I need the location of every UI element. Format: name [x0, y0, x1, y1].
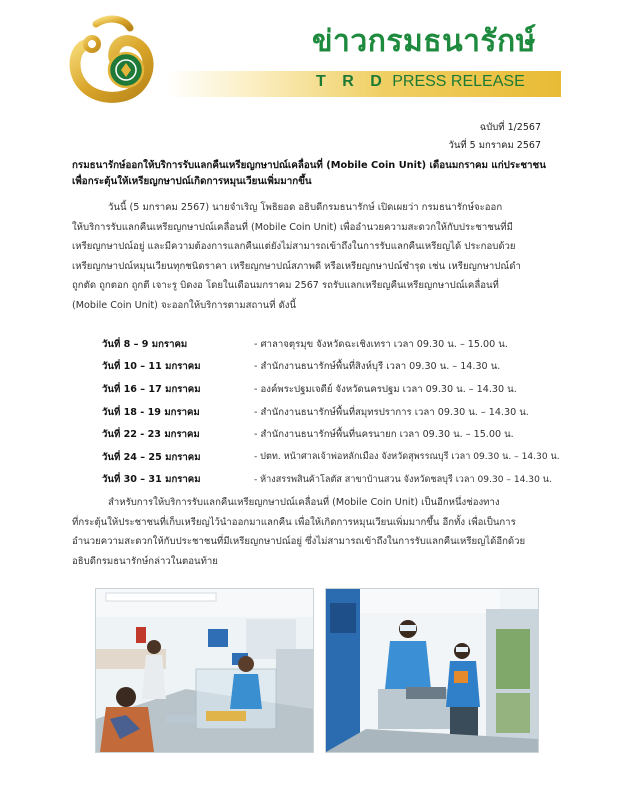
headline-line-1: กรมธนารักษ์ออกให้บริการรับแลกคืนเหรียญกษาปณ์เคลื่อนที่ (Mobile Coin Unit) เดือนมกราคม แก่ประชาชน [72, 160, 546, 171]
para2-line-1 [72, 493, 564, 513]
para1-line-5: ถูกตัด ถูกตอก ถูกตี เจาะรู บิดงอ โดยในเดือนมกราคม 2567 รถรับแลกเหรียญคืนเหรียญกษาปณ์เคลื่อนที่ [72, 280, 499, 292]
para2-line-1-text: สำหรับการให้บริการรับแลกคืนเหรียญกษาปณ์เคลื่อนที่ (Mobile Coin Unit) เป็นอีกหนึ่งช่องทาง [108, 497, 500, 508]
schedule-row [102, 356, 572, 379]
coin-exchange-customer-photo-icon [326, 589, 538, 752]
schedule-row [102, 423, 572, 446]
schedule-place: - ห้างสรรพสินค้าโลตัส สาขาบ้านสวน จังหวัดชลบุรี เวลา 09.30 – 14.30 น. [254, 474, 552, 485]
schedule-place: - สำนักงานธนารักษ์พื้นที่สิงห์บุรี เวลา 09.30 น. – 14.30 น. [254, 361, 501, 373]
schedule-place: - องค์พระปฐมเจดีย์ จังหวัดนครปฐม เวลา 09.30 น. – 14.30 น. [254, 383, 517, 395]
para1-line-4: เหรียญกษาปณ์หมุนเวียนทุกชนิดราคา เหรียญกษาปณ์สภาพดี หรือเหรียญกษาปณ์ชำรุด เช่น เหรียญกษาปณ์ดำ [72, 260, 521, 272]
trd-letters: T R D [316, 73, 388, 90]
logo-emblem-icon [68, 14, 164, 106]
para2-line-2: ที่กระตุ้นให้ประชาชนที่เก็บเหรียญไว้นำออกมาแลกคืน เพื่อให้เกิดการหมุนเวียนเพิ่มมากขึ้น อีกทั้ง เพื่อเป็นการ [72, 516, 516, 528]
para1-line-1 [72, 198, 564, 218]
para1-line-3: เหรียญกษาปณ์อยู่ และมีความต้องการแลกคืนแต่ยังไม่สามารถเข้าถึงในการรับแลกคืนเหรียญได้ ประกอบด้วย [72, 241, 516, 253]
schedule-date: วันที่ 8 – 9 มกราคม [102, 338, 188, 350]
schedule-place: - ศาลาจตุรมุข จังหวัดฉะเชิงเทรา เวลา 09.30 น. – 15.00 น. [254, 338, 508, 350]
press-release-text: PRESS RELEASE [392, 73, 525, 90]
schedule-date: วันที่ 16 – 17 มกราคม [102, 383, 201, 395]
schedule-row [102, 469, 572, 492]
para2-line-4: อธิบดีกรมธนารักษ์กล่าวในตอนท้าย [72, 555, 218, 567]
schedule-date: วันที่ 30 – 31 มกราคม [102, 474, 201, 486]
schedule-row [102, 401, 572, 424]
body-paragraph-2 [72, 493, 564, 571]
schedule-place: - สำนักงานธนารักษ์พื้นที่สมุทรปราการ เวลา 09.30 น. – 14.30 น. [254, 406, 529, 418]
body-paragraph-1 [72, 198, 564, 316]
photo-service-counter [95, 588, 314, 753]
para2-line-3: อำนวยความสะดวกให้กับประชาชนที่มีเหรียญกษาปณ์อยู่ ซึ่งไม่สามารถเข้าถึงในการรับแลกคืนเหรียญได้อีกด้วย [72, 536, 526, 548]
schedule-date: วันที่ 10 – 11 มกราคม [102, 361, 201, 373]
schedule-place: - สำนักงานธนารักษ์พื้นที่นครนายก เวลา 09.30 น. – 15.00 น. [254, 429, 514, 441]
press-release-label [316, 73, 525, 91]
para1-line-6: (Mobile Coin Unit) จะออกให้บริการตามสถานที่ ดังนี้ [72, 299, 297, 311]
photo-coin-exchange [325, 588, 539, 753]
schedule-place: - ปตท. หน้าศาลเจ้าพ่อหลักเมือง จังหวัดสุพรรณบุรี เวลา 09.30 น. – 14.30 น. [254, 452, 560, 463]
trd-logo [68, 14, 164, 106]
schedule-date: วันที่ 18 - 19 มกราคม [102, 406, 200, 418]
schedule-row [102, 378, 572, 401]
schedule-row [102, 333, 572, 356]
newsletter-title: ข่าวกรมธนารักษ์ [312, 24, 536, 59]
para1-line-1-text: วันนี้ (5 มกราคม 2567) นายจำเริญ โพธิยอด อธิบดีกรมธนารักษ์ เปิดเผยว่า กรมธนารักษ์จะออก [108, 202, 503, 213]
schedule-date: วันที่ 22 - 23 มกราคม [102, 429, 200, 441]
issue-date: วันที่ 5 มกราคม 2567 [448, 140, 541, 151]
coin-exchange-counter-photo-icon [96, 589, 313, 752]
schedule-date: วันที่ 24 – 25 มกราคม [102, 451, 201, 463]
schedule-row [102, 446, 572, 469]
issue-number: ฉบับที่ 1/2567 [479, 122, 541, 133]
schedule-list [102, 333, 572, 491]
para1-line-2: ให้บริการรับแลกคืนเหรียญกษาปณ์เคลื่อนที่ (Mobile Coin Unit) เพื่ออำนวยความสะดวกให้กับประชาชนที่มี [72, 221, 513, 233]
headline-line-2: เพื่อกระตุ้นให้เหรียญกษาปณ์เกิดการหมุนเวียนเพิ่มมากขึ้น [72, 176, 312, 187]
headline [72, 158, 562, 190]
